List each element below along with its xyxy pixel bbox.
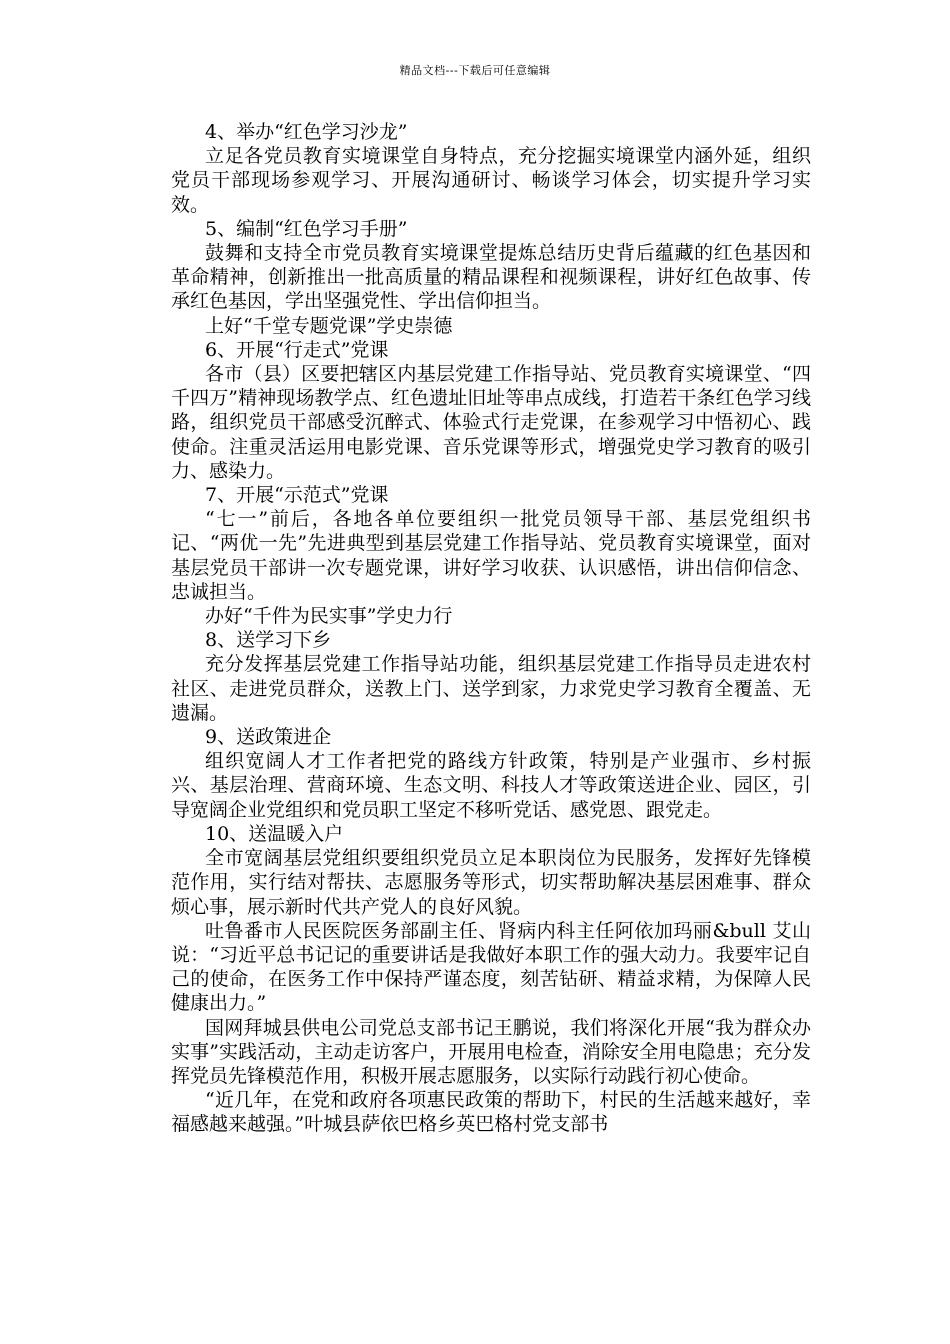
quote-paragraph: 吐鲁番市人民医院医务部副主任、肾病内科主任阿依加玛丽&bull 艾山说：“习近平总书记记的重要讲话是我做好本职工作的强大动力。我要牢记自己的使命，在医务工作中保持严谨态度，刻苦钻研、精益求精，为保障人民健康出力。” [171,919,811,1015]
page-header: 精品文档---下载后可任意编辑 [399,64,551,77]
heading-policy-enterprise: 9、送政策进企 [205,726,332,749]
paragraph: 全市宽阔基层党组织要组织党员立足本职岗位为民服务，发挥好先锋模范作用，实行结对帮扶、志愿服务等形式，切实帮助解决基层困难事、群众烦心事，展示新时代共产党人的良好风貌。 [171,847,811,918]
paragraph: 各市（县）区要把辖区内基层党建工作指导站、党员教育实境课堂、“四千四万”精神现场教学点、红色遗址旧址等串点成线，打造若干条红色学习线路，组织党员干部感受沉醉式、体验式行走党课，在参观学习中悟初心、践使命。注重灵活运用电影党课、音乐党课等形式，增强党史学习教育的吸引力、感染力。 [171,363,811,482]
paragraph: 充分发挥基层党建工作指导站功能，组织基层党建工作指导员走进农村社区、走进党员群众，送教上门、送学到家，力求党史学习教育全覆盖、无遗漏。 [171,653,811,724]
quote-paragraph: 国网拜城县供电公司党总支部书记王鹏说，我们将深化开展“我为群众办实事”实践活动，主动走访客户，开展用电检查，消除安全用电隐患；充分发挥党员先锋模范作用，积极开展志愿服务，以实际行动践行初心使命。 [171,1016,811,1087]
paragraph: 鼓舞和支持全市党员教育实境课堂提炼总结历史背后蕴藏的红色基因和革命精神，创新推出一批高质量的精品课程和视频课程，讲好红色故事、传承红色基因，学出坚强党性、学出信仰担当。 [171,242,811,313]
heading-red-salon: 4、举办“红色学习沙龙” [205,121,408,143]
section-heading: 办好“千件为民实事”学史力行 [205,605,453,628]
section-heading: 上好“千堂专题党课”学史崇德 [205,314,453,337]
heading-warmth-household: 10、送温暖入户 [205,822,344,845]
paragraph: “七一”前后，各地各单位要组织一批党员领导干部、基层党组织书记、“两优一先”先进典型到基层党建工作指导站、党员教育实境课堂，面对基层党员干部讲一次专题党课，讲好学习收获、认识感悟，讲出信仰信念、忠诚担当。 [171,508,811,603]
heading-demo-lesson: 7、开展“示范式”党课 [205,484,389,507]
quote-paragraph: “近几年，在党和政府各项惠民政策的帮助下，村民的生活越来越好，幸福感越来越强。”叶城县萨依巴格乡英巴格村党支部书 [171,1089,811,1136]
heading-walking-lesson: 6、开展“行走式”党课 [205,338,389,361]
heading-red-handbook: 5、编制“红色学习手册” [205,217,408,240]
paragraph: 立足各党员教育实境课堂自身特点，充分挖掘实境课堂内涵外延，组织党员干部现场参观学习、开展沟通研讨、畅谈学习体会，切实提升学习实效。 [171,145,811,216]
document-body [171,120,811,1137]
heading-study-countryside: 8、送学习下乡 [205,629,332,652]
paragraph: 组织宽阔人才工作者把党的路线方针政策，特别是产业强市、乡村振兴、基层治理、营商环境、生态文明、科技人才等政策送进企业、园区，引导宽阔企业党组织和党员职工坚定不移听党话、感党恩、跟党走。 [171,750,811,821]
